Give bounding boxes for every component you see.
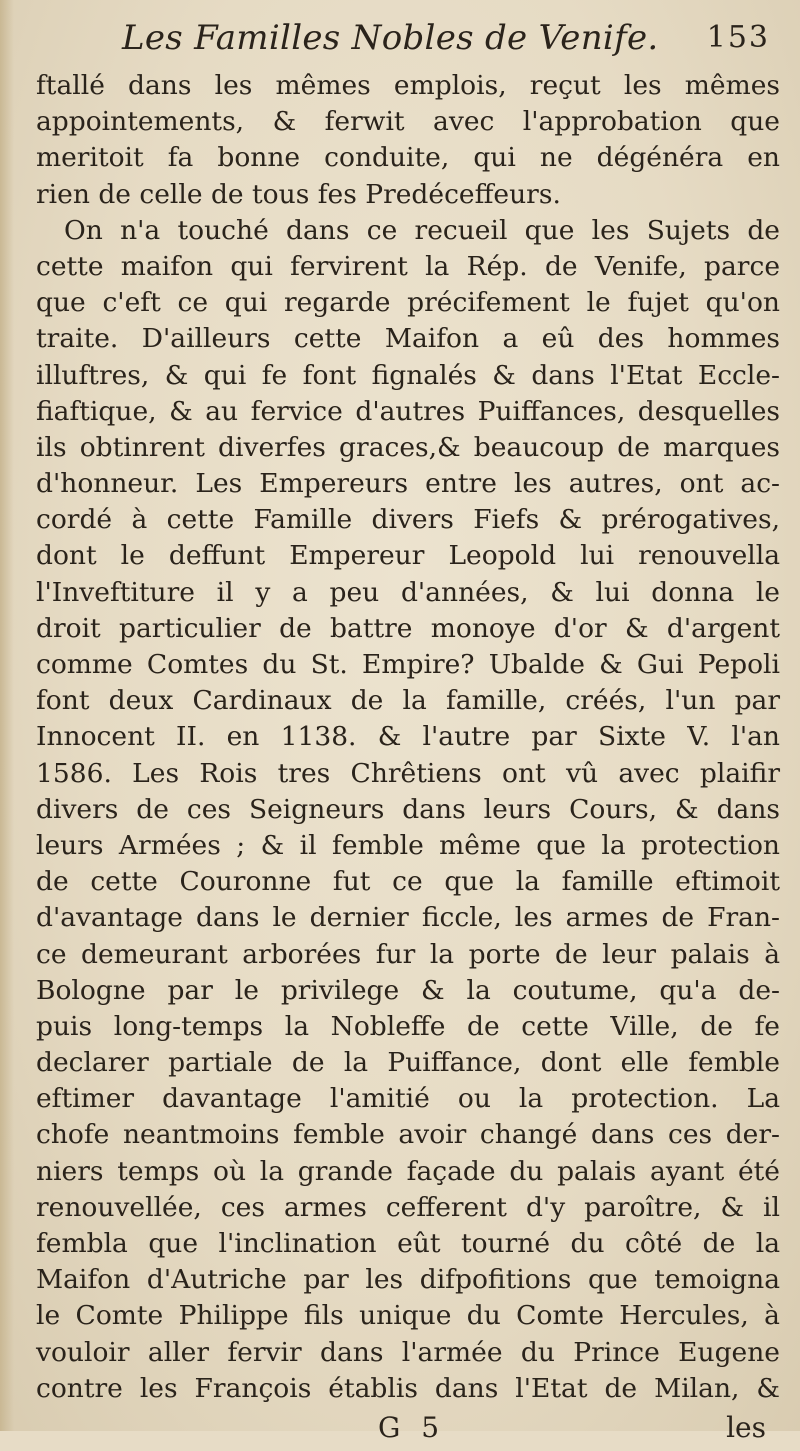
text-line: traite. D'ailleurs cette Maifon a eû des hommes <box>36 323 780 355</box>
page-header <box>40 18 770 58</box>
text-line: illuftres, & qui fe font fignalés & dans l'Etat Eccle- <box>36 359 780 391</box>
text-line: de cette Couronne fut ce que la famille eftimoit <box>36 866 780 898</box>
text-line: vouloir aller fervir dans l'armée du Prince Eugene <box>36 1336 780 1368</box>
text-line: meritoit fa bonne conduite, qui ne dégénéra en <box>36 142 780 174</box>
text-line: contre les François établis dans l'Etat de Milan, & <box>36 1372 780 1404</box>
text-line: fembla que l'inclination eût tourné du côté de la <box>36 1228 780 1259</box>
text-line: font deux Cardinaux de la famille, créés, l'un par <box>36 685 780 717</box>
text-line: puis long-temps la Nobleffe de cette Ville, de fe <box>36 1010 780 1042</box>
text-line: le Comte Philippe fils unique du Comte Hercules, à <box>36 1300 780 1332</box>
page-number: 153 <box>706 20 770 55</box>
text-line: ils obtinrent diverfes graces,& beaucoup de marques <box>36 431 780 463</box>
text-line: declarer partiale de la Puiffance, dont elle femble <box>36 1047 780 1079</box>
text-line: cordé à cette Famille divers Fiefs & prérogatives, <box>36 504 780 536</box>
text-line: chofe neantmoins femble avoir changé dans ces der- <box>36 1119 780 1151</box>
text-line: renouvellée, ces armes cefferent d'y paroître, & il <box>36 1191 780 1223</box>
text-line: Innocent II. en 1138. & l'autre par Sixte V. l'an <box>36 721 780 753</box>
text-line: On n'a touché dans ce recueil que les Sujets de <box>64 214 780 246</box>
text-line: d'avantage dans le dernier ficcle, les armes de Fran- <box>36 902 780 934</box>
text-line: 1586. Les Rois tres Chrêtiens ont vû avec plaifir <box>36 757 780 789</box>
text-line: divers de ces Seigneurs dans leurs Cours, & dans <box>36 793 780 825</box>
text-line: droit particulier de battre monoye d'or & d'argent <box>36 612 780 644</box>
running-head: Les Familles Nobles de Venife. <box>122 18 659 58</box>
page-edge-shadow <box>0 0 14 1431</box>
text-line: Bologne par le privilege & la coutume, qu'a de- <box>36 974 780 1006</box>
text-line: d'honneur. Les Empereurs entre les autres, ont ac- <box>36 468 780 500</box>
signature-mark: G 5 <box>378 1411 446 1444</box>
text-line: appointements, & ferwit avec l'approbation que <box>36 106 780 138</box>
text-line: rien de celle de tous fes Predéceffeurs. <box>36 178 561 210</box>
text-line: comme Comtes du St. Empire? Ubalde & Gui Pepoli <box>36 649 780 680</box>
text-line: Maifon d'Autriche par les difpofitions que temoigna <box>36 1264 780 1296</box>
text-line: ftallé dans les mêmes emplois, reçut les mêmes <box>36 70 780 101</box>
text-line: fiaftique, & au fervice d'autres Puiffances, desquelles <box>36 395 780 427</box>
text-line: que c'eft ce qui regarde précifement le fujet qu'on <box>36 287 780 319</box>
text-line: l'Inveftiture il y a peu d'années, & lui donna le <box>36 576 780 608</box>
text-line: ce demeurant arborées fur la porte de leur palais à <box>36 938 780 970</box>
body-text <box>36 68 780 1407</box>
page-footer <box>36 1411 780 1451</box>
text-line: leurs Armées ; & il femble même que la protection <box>36 829 780 861</box>
text-line: cette maifon qui fervirent la Rép. de Venife, parce <box>36 250 780 282</box>
text-line: dont le deffunt Empereur Leopold lui renouvella <box>36 540 780 572</box>
catchword: les <box>726 1411 766 1444</box>
text-line: niers temps où la grande façade du palais ayant été <box>36 1155 780 1187</box>
text-line: eftimer davantage l'amitié ou la protection. La <box>36 1083 780 1115</box>
